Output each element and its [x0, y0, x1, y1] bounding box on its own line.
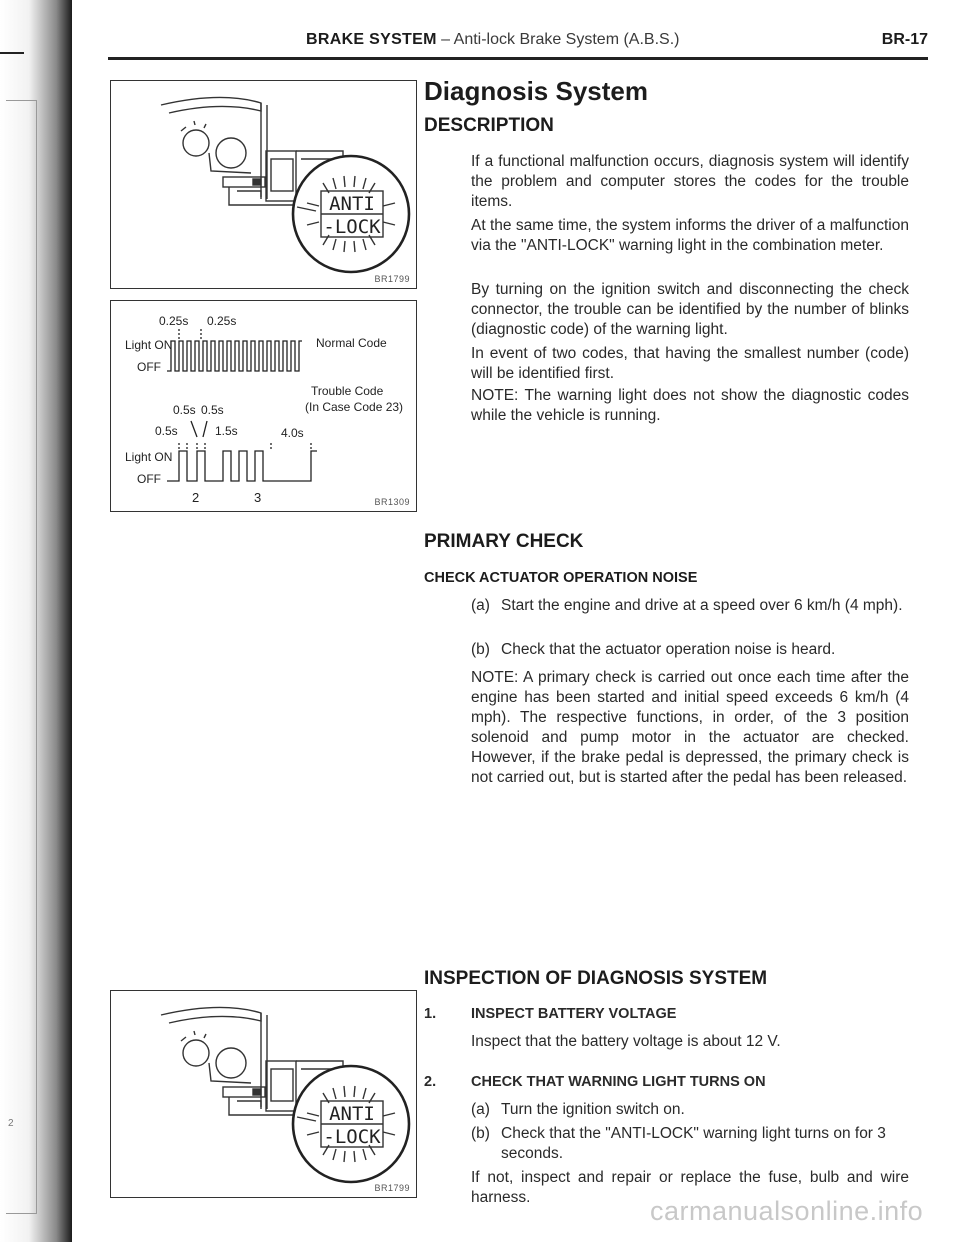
- label-time-0-5b: 0.5s: [201, 403, 224, 417]
- step-label: (b): [471, 1125, 490, 1142]
- paragraph-battery: Inspect that the battery voltage is about 12 V.: [471, 1033, 781, 1050]
- lamp-text-lock: -LOCK: [323, 1126, 381, 1148]
- heading-inspection: INSPECTION OF DIAGNOSIS SYSTEM: [424, 968, 768, 989]
- figure-code: BR1799: [374, 274, 410, 284]
- paragraph-description-note: NOTE: The warning light does not show the diagnostic codes while the vehicle is running.: [471, 387, 909, 424]
- heading-description: DESCRIPTION: [424, 115, 554, 136]
- step-number: 2.: [424, 1074, 437, 1090]
- paragraph-description-1: If a functional malfunction occurs, diagnosis system will identify the problem and computer stores the codes for the trouble items.: [471, 153, 909, 210]
- label-digit-3: 3: [254, 490, 262, 505]
- figure-code: BR1309: [374, 497, 410, 507]
- step-text: Turn the ignition switch on.: [501, 1101, 685, 1118]
- lamp-text-anti: ANTI: [329, 193, 375, 215]
- label-time-4-0: 4.0s: [281, 426, 304, 440]
- header-title-main: BRAKE SYSTEM: [306, 31, 437, 48]
- label-time-0-5a: 0.5s: [173, 403, 196, 417]
- watermark-text: carmanualsonline.info: [650, 1196, 924, 1226]
- page-header: [108, 31, 930, 53]
- header-rule: [108, 57, 928, 60]
- step-text: Start the engine and drive at a speed over 6 km/h (4 mph).: [501, 597, 903, 614]
- figure-code: BR1799: [374, 1183, 410, 1193]
- label-case-code: (In Case Code 23): [305, 400, 404, 414]
- dashboard-illustration: [111, 991, 416, 1197]
- label-light-on-normal: Light ON: [125, 338, 173, 352]
- section-title-diagnosis: Diagnosis System: [424, 76, 648, 106]
- normal-code-waveform: [167, 341, 302, 371]
- figure-dashboard-lamp-top: [110, 80, 417, 289]
- step-label: (a): [471, 597, 490, 614]
- step-title: CHECK THAT WARNING LIGHT TURNS ON: [471, 1074, 766, 1090]
- step-text: Check that the "ANTI-LOCK" warning light turns on for 3 seconds.: [501, 1125, 886, 1162]
- heading-primary-check: PRIMARY CHECK: [424, 531, 584, 552]
- label-off-trouble: OFF: [137, 472, 161, 486]
- label-pulse-width: 0.25s: [159, 314, 189, 328]
- step-label: (a): [471, 1101, 490, 1118]
- lamp-text-anti: ANTI: [329, 1103, 375, 1125]
- lamp-text-lock: -LOCK: [323, 216, 381, 238]
- step-number: 1.: [424, 1006, 437, 1022]
- step-text: Check that the actuator operation noise is heard.: [501, 641, 836, 658]
- figure-blink-timing: [110, 300, 417, 512]
- paragraph-description-4: In event of two codes, that having the smallest number (code) will be identified first.: [471, 345, 909, 382]
- paragraph-description-2: At the same time, the system informs the driver of a malfunction via the "ANTI-LOCK" warning light in the combination meter.: [471, 217, 909, 254]
- label-off-normal: OFF: [137, 360, 161, 374]
- label-digit-2: 2: [192, 490, 200, 505]
- label-light-on-trouble: Light ON: [125, 450, 173, 464]
- anti-lock-lamp-callout: [293, 156, 409, 272]
- dashboard-illustration: [111, 81, 416, 288]
- label-normal-code: Normal Code: [316, 336, 387, 350]
- figure-dashboard-lamp-bottom: [110, 990, 417, 1198]
- subheading-actuator-noise: CHECK ACTUATOR OPERATION NOISE: [424, 570, 698, 586]
- label-time-1-5: 1.5s: [215, 424, 238, 438]
- header-title-sub: – Anti-lock Brake System (A.B.S.): [436, 31, 680, 48]
- paragraph-primary-note: NOTE: A primary check is carried out once each time after the engine has been started and initial speed exceeds 6 km/h (4 mph). The respective functions, in order, of the 3 position solenoid and pump motor in the actuator are checked. However, if the brake pedal is depressed, the primary check is not carried out, but is started after the pedal has been released.: [471, 669, 909, 786]
- paragraph-description-3: By turning on the ignition switch and disconnecting the check connector, the trouble can be identified by the number of blinks (diagnostic code) of the warning light.: [471, 281, 909, 338]
- binding-mark: [0, 52, 24, 54]
- blink-timing-diagram: [111, 301, 416, 511]
- page-number: BR-17: [881, 31, 928, 48]
- label-gap-width: 0.25s: [207, 314, 237, 328]
- step-label: (b): [471, 641, 490, 658]
- anti-lock-lamp-callout: [293, 1066, 409, 1182]
- header-title: [306, 31, 679, 49]
- binding-number: 2: [8, 1118, 14, 1129]
- label-time-0-5c: 0.5s: [155, 424, 178, 438]
- trouble-code-waveform: [167, 451, 317, 481]
- paragraph-repair: If not, inspect and repair or replace the fuse, bulb and wire harness.: [471, 1169, 909, 1206]
- binding-frame: [6, 100, 37, 1214]
- label-trouble-code: Trouble Code: [311, 384, 384, 398]
- step-title: INSPECT BATTERY VOLTAGE: [471, 1006, 677, 1022]
